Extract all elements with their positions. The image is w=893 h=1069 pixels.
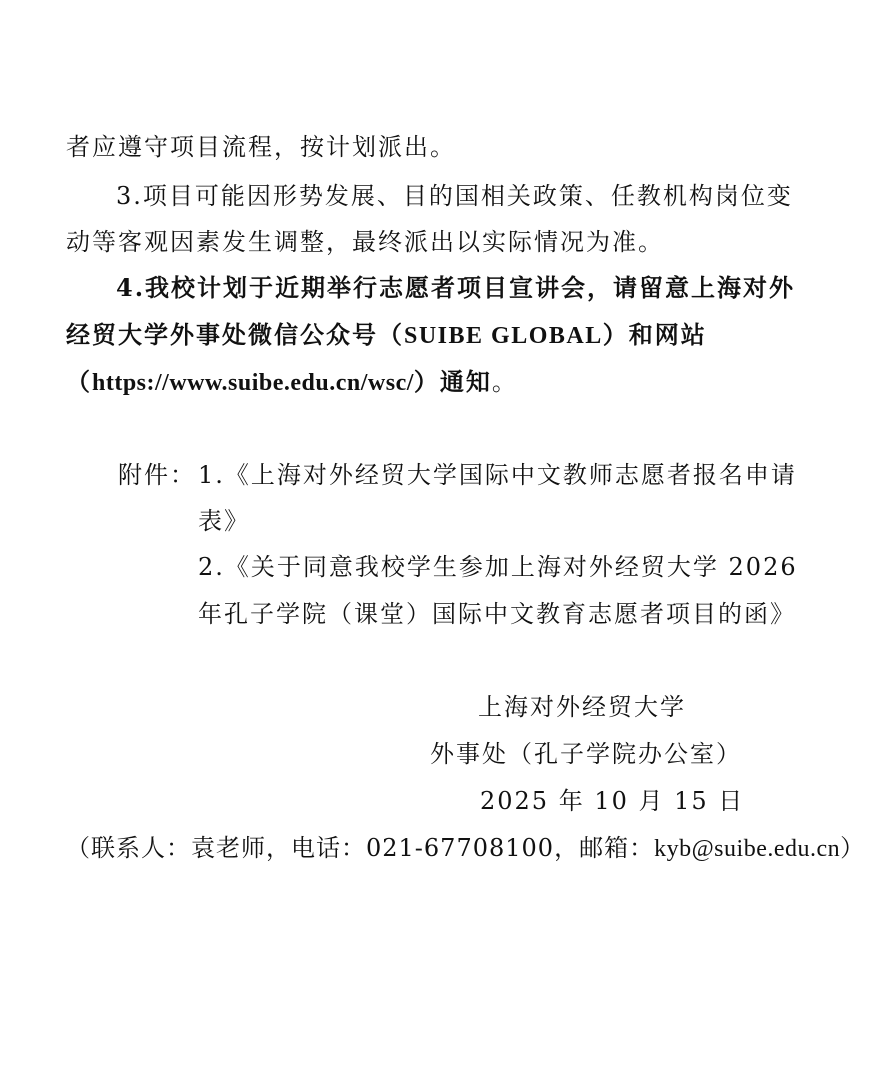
signature-organization: 上海对外经贸大学 bbox=[478, 693, 686, 721]
website-url[interactable]: https://www.suibe.edu.cn/wsc/ bbox=[92, 370, 414, 396]
paragraph-3-line-2: 动等客观因素发生调整，最终派出以实际情况为准。 bbox=[66, 228, 664, 256]
paragraph-4-line-2 bbox=[66, 315, 707, 356]
paragraph-4-open-paren: （ bbox=[66, 367, 92, 396]
contact-suffix: ） bbox=[840, 834, 866, 862]
contact-email[interactable]: kyb@suibe.edu.cn bbox=[654, 836, 841, 862]
attachment-item-1-line-1: 1.《上海对外经贸大学国际中文教师志愿者报名申请 bbox=[198, 461, 797, 489]
paragraph-3-line-1: 3.项目可能因形势发展、目的国相关政策、任教机构岗位变 bbox=[116, 182, 793, 210]
paragraph-4-line-3-tail: ）通知 bbox=[413, 367, 492, 396]
paragraph-4-end-period: 。 bbox=[491, 368, 518, 396]
signature-department: 外事处（孔子学院办公室） bbox=[430, 740, 742, 768]
paragraph-4-line-1: 4.我校计划于近期举行志愿者项目宣讲会，请留意上海对外 bbox=[116, 273, 796, 302]
attachment-item-2-line-2: 年孔子学院（课堂）国际中文教育志愿者项目的函》 bbox=[198, 600, 796, 628]
signature-date: 2025 年 10 月 15 日 bbox=[480, 787, 745, 815]
wechat-account-name: SUIBE GLOBAL bbox=[404, 323, 603, 349]
attachment-item-2-line-1: 2.《关于同意我校学生参加上海对外经贸大学 2026 bbox=[198, 553, 798, 581]
attachment-label: 附件： bbox=[118, 461, 196, 489]
paragraph-4-line-3 bbox=[66, 362, 518, 403]
contact-prefix: （联系人：袁老师，电话：021-67708100，邮箱： bbox=[66, 834, 655, 862]
attachment-item-1-line-2: 表》 bbox=[198, 507, 250, 535]
paragraph-4-line-2-tail: ）和网站 bbox=[602, 320, 707, 349]
paragraph-2-tail: 者应遵守项目流程，按计划派出。 bbox=[66, 133, 456, 161]
contact-line bbox=[66, 828, 865, 869]
paragraph-4-line-2-text: 经贸大学外事处微信公众号（ bbox=[66, 320, 404, 349]
